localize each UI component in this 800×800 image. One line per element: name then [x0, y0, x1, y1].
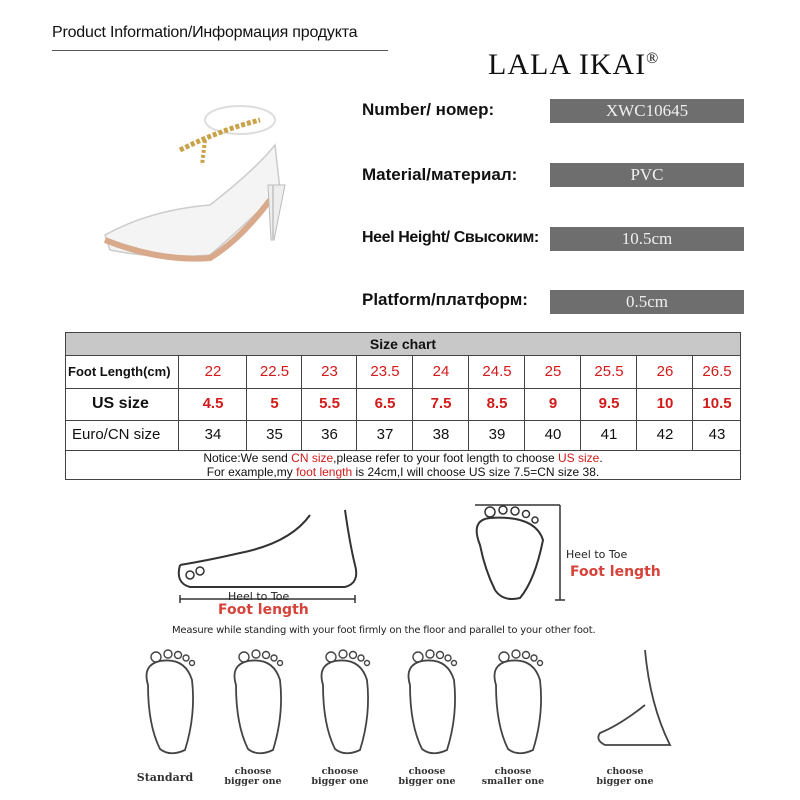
size-cell: 25 [524, 356, 581, 388]
size-cell: 22.5 [246, 356, 302, 388]
foot-length-row [66, 356, 740, 389]
size-cell: 6.5 [356, 388, 413, 420]
foot-length-label-2: Foot length [570, 564, 661, 580]
spec-material-label: Material/материал: [362, 165, 518, 184]
foot-type-caption-line2: bigger one [224, 776, 282, 787]
brand-logo: LALA IKAI® [488, 48, 660, 81]
size-cell: 22 [178, 356, 247, 388]
size-cell: 10.5 [692, 388, 741, 420]
foot-type-caption-line2: bigger one [311, 776, 369, 787]
spec-heel-label: Heel Height/ Свысоким: [362, 229, 539, 246]
size-cell: 9.5 [580, 388, 637, 420]
size-cell: 8.5 [468, 388, 525, 420]
foot-type-caption-line1: choose [321, 766, 359, 777]
foot-type-caption-line1: choose [408, 766, 446, 777]
foot-length-label-1: Foot length [218, 602, 309, 618]
foot-type-caption-line1: choose [494, 766, 532, 777]
size-cell: 41 [580, 420, 637, 450]
size-cell: 42 [636, 420, 693, 450]
foot-type-caption [213, 767, 293, 787]
size-cell: 24 [412, 356, 469, 388]
foot-type-caption-line2: bigger one [596, 776, 654, 787]
heel-to-toe-label-1: Heel to Toe [228, 590, 290, 603]
size-cell: 23 [301, 356, 357, 388]
foot-type-diagram [590, 645, 680, 760]
spec-platform-value: 0.5cm [550, 290, 744, 314]
header-underline [52, 50, 388, 51]
size-cell: 35 [246, 420, 302, 450]
size-chart [65, 332, 741, 480]
size-cell: 10 [636, 388, 693, 420]
foot-type-caption [300, 767, 380, 787]
row-label: US size [92, 395, 149, 412]
size-cell: 7.5 [412, 388, 469, 420]
row-label: Foot Length(cm) [68, 364, 171, 379]
us-size-row [66, 388, 740, 421]
foot-type-caption [473, 767, 553, 787]
spec-number-label: Number/ номер: [362, 100, 495, 119]
size-cell: 43 [692, 420, 741, 450]
foot-type-caption [125, 767, 205, 783]
size-cell: 4.5 [178, 388, 247, 420]
foot-type-caption [585, 767, 665, 787]
shoe-image [90, 90, 335, 290]
size-cell: 37 [356, 420, 413, 450]
measure-instruction: Measure while standing with your foot firmly on the floor and parallel to your other foot. [172, 625, 596, 636]
euro-size-row [66, 420, 740, 451]
header-title: Product Information/Информация продукта [52, 24, 358, 41]
spec-platform-label: Platform/платформ: [362, 290, 528, 309]
foot-types [0, 645, 800, 800]
foot-type-diagram [218, 645, 308, 760]
foot-type-caption-line2: smaller one [481, 776, 545, 787]
size-cell: 23.5 [356, 356, 413, 388]
foot-type-caption-line1: Standard [136, 771, 194, 784]
foot-type-caption-line1: choose [234, 766, 272, 777]
heel-to-toe-label-2: Heel to Toe [566, 548, 628, 561]
spec-heel-value: 10.5cm [550, 227, 744, 251]
size-cell: 26.5 [692, 356, 741, 388]
foot-type-caption-line2: bigger one [398, 776, 456, 787]
foot-type-diagram [478, 645, 568, 760]
spec-material-value: PVC [550, 163, 744, 187]
spec-number-value: XWC10645 [550, 99, 744, 123]
size-cell: 40 [524, 420, 581, 450]
size-cell: 36 [301, 420, 357, 450]
size-cell: 5 [246, 388, 302, 420]
size-cell: 5.5 [301, 388, 357, 420]
size-cell: 34 [178, 420, 247, 450]
size-chart-title: Size chart [66, 333, 740, 356]
foot-type-caption-line1: choose [606, 766, 644, 777]
size-cell: 26 [636, 356, 693, 388]
row-label: Euro/CN size [72, 426, 161, 443]
foot-type-caption [387, 767, 467, 787]
size-cell: 24.5 [468, 356, 525, 388]
foot-type-diagram [130, 645, 220, 760]
size-cell: 9 [524, 388, 581, 420]
size-cell: 25.5 [580, 356, 637, 388]
foot-type-diagram [305, 645, 395, 760]
size-cell: 38 [412, 420, 469, 450]
size-cell: 39 [468, 420, 525, 450]
foot-type-diagram [392, 645, 482, 760]
size-chart-notice: Notice:We send CN size,please refer to your foot length to choose US size. For example,my foot length is 24cm,I will choose US size 7.5=CN size 38. [203, 451, 603, 479]
